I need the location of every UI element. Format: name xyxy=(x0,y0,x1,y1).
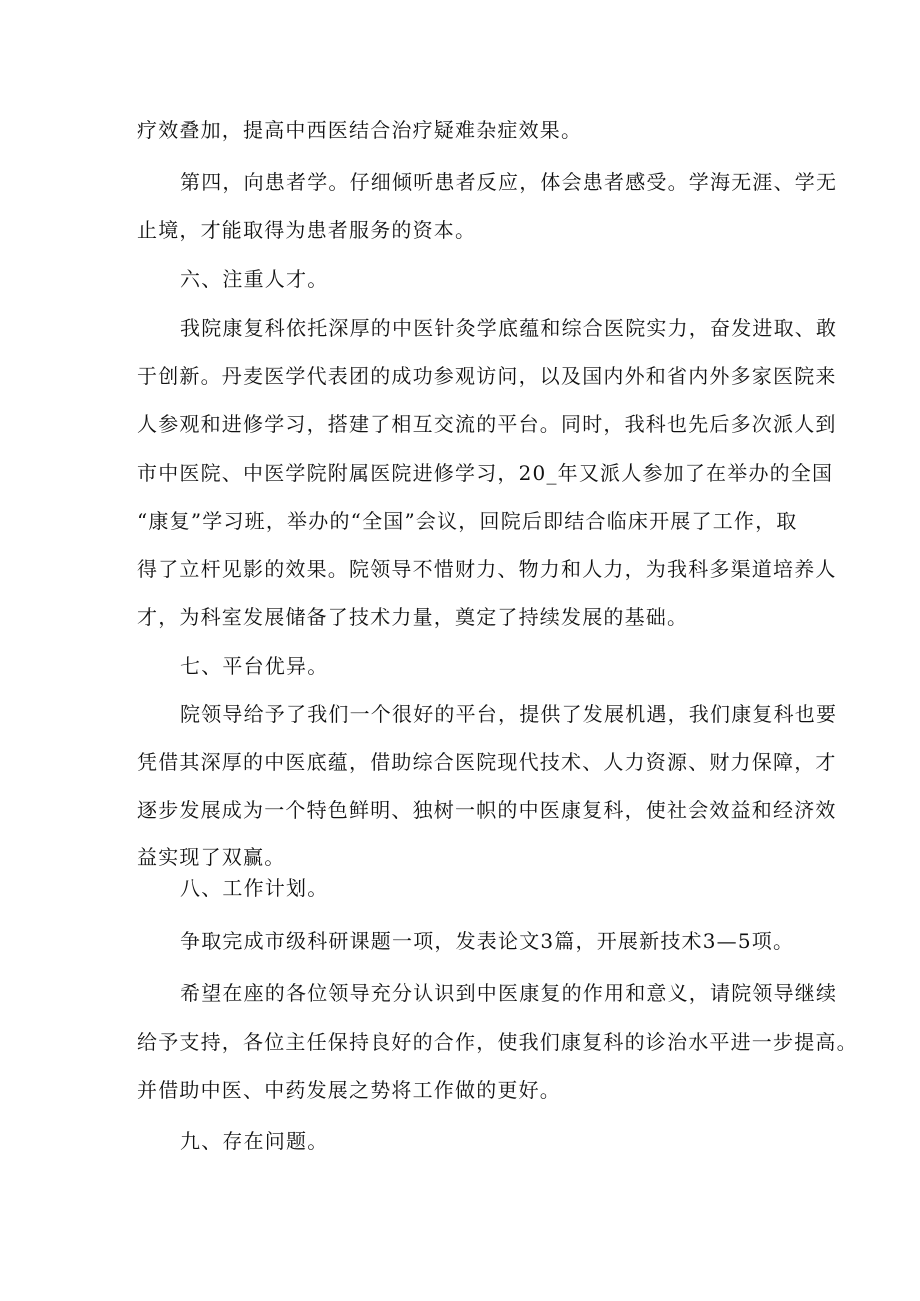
paragraph-line: 市中医院、中医学院附属医院进修学习，20_年又派人参加了在举办的全国 xyxy=(137,461,834,485)
section-heading: 六、注重人才。 xyxy=(180,267,329,291)
paragraph-line: 凭借其深厚的中医底蕴，借助综合医院现代技术、人力资源、财力保障，才 xyxy=(137,750,837,774)
paragraph-line: 得了立杆见影的效果。院领导不惜财力、物力和人力，为我科多渠道培养人 xyxy=(137,557,837,581)
paragraph-line: 希望在座的各位领导充分认识到中医康复的作用和意义，请院领导继续 xyxy=(180,981,838,1005)
paragraph-line: 人参观和进修学习，搭建了相互交流的平台。同时，我科也先后多次派人到 xyxy=(137,412,837,436)
paragraph-line: 益实现了双赢。 xyxy=(137,845,286,869)
paragraph-line: 第四，向患者学。仔细倾听患者反应，体会患者感受。学海无涯、学无 xyxy=(180,170,838,194)
paragraph-line: 止境，才能取得为患者服务的资本。 xyxy=(137,218,477,242)
paragraph-line: 才，为科室发展储备了技术力量，奠定了持续发展的基础。 xyxy=(137,605,689,629)
paragraph-line: 争取完成市级科研课题一项，发表论文3篇，开展新技术3—5项。 xyxy=(180,929,795,953)
paragraph-line: 我院康复科依托深厚的中医针灸学底蕴和综合医院实力，奋发进取、敢 xyxy=(180,316,838,340)
section-heading: 七、平台优异。 xyxy=(180,654,329,678)
section-heading: 八、工作计划。 xyxy=(180,876,329,900)
paragraph-line: “康复”学习班，举办的“全国”会议，回院后即结合临床开展了工作，取 xyxy=(137,509,798,533)
paragraph-line: 给予支持，各位主任保持良好的合作，使我们康复科的诊治水平进一步提高。 xyxy=(137,1030,858,1054)
paragraph-line: 于创新。丹麦医学代表团的成功参观访问，以及国内外和省内外多家医院来 xyxy=(137,364,837,388)
paragraph-line: 疗效叠加，提高中西医结合治疗疑难杂症效果。 xyxy=(137,118,583,142)
paragraph-line: 并借助中医、中药发展之势将工作做的更好。 xyxy=(137,1078,561,1102)
paragraph-line: 逐步发展成为一个特色鲜明、独树一帜的中医康复科，使社会效益和经济效 xyxy=(137,798,837,822)
section-heading: 九、存在问题。 xyxy=(180,1129,329,1153)
paragraph-line: 院领导给予了我们一个很好的平台，提供了发展机遇，我们康复科也要 xyxy=(180,702,838,726)
